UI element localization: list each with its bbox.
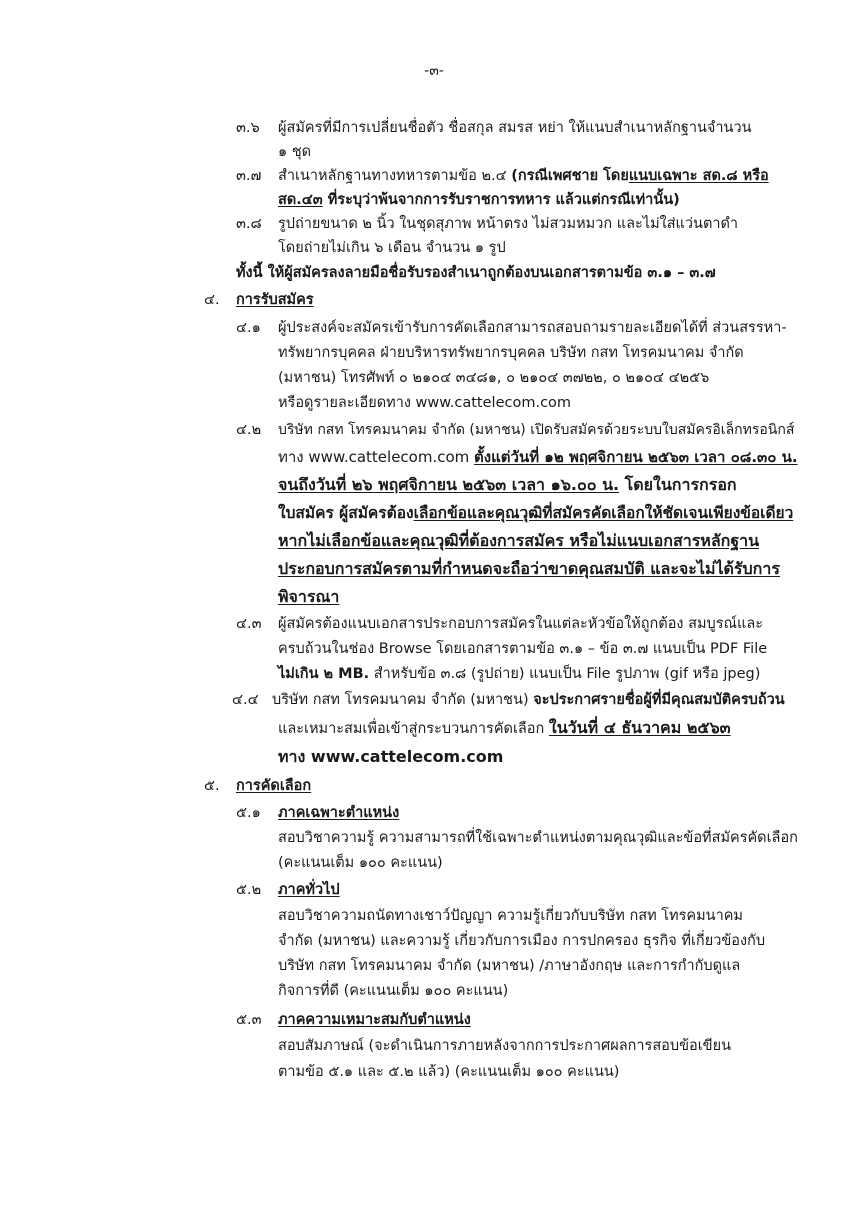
item-text-line: ตามข้อ ๕.๑ และ ๕.๒ แล้ว) (คะแนนเต็ม ๑๐๐ คะแนน): [278, 1064, 620, 1080]
item-number: ๕.๑: [236, 805, 261, 821]
item-text-line: [278, 503, 793, 523]
item-text-line: ทรัพยากรบุคคล ฝ่ายบริหารทรัพยากรบุคคล บริษัท กสท โทรคมนาคม จำกัด: [278, 345, 744, 361]
item-text-line: ๑ ชุด: [278, 144, 312, 160]
item-text-line: ประกอบการสมัครตามที่กำหนดจะถือว่าขาดคุณสมบัติ และจะไม่ได้รับการ: [278, 559, 780, 578]
item-text-line: จำกัด (มหาชน) และความรู้ เกี่ยวกับการเมือง การปกครอง ธุรกิจ ที่เกี่ยวข้องกับ: [278, 933, 766, 949]
text-run: บริษัท กสท โทรคมนาคม จำกัด (มหาชน): [272, 692, 534, 708]
item-number: ๓.๖: [236, 120, 260, 136]
item-text-line: รูปถ่ายขนาด ๒ นิ้ว ในชุดสุภาพ หน้าตรง ไม่สวมหมวก และไม่ใส่แว่นตาดำ: [278, 216, 739, 232]
item-text-line: หากไม่เลือกข้อและคุณวุฒิที่ต้องการสมัคร หรือไม่แนบเอกสารหลักฐาน: [278, 531, 760, 550]
section-number: ๕.: [204, 778, 220, 794]
text-run-bold: ที่ระบุว่าพ้นจากการรับราชการทหาร แล้วแต่กรณีเท่านั้น): [322, 192, 680, 208]
text-run-bold: จะประกาศรายชื่อผู้ที่มีคุณสมบัติครบถ้วน: [533, 692, 785, 708]
text-run-bold: ใบสมัคร ผู้สมัครต้อง: [278, 504, 414, 522]
item-text-line: บริษัท กสท โทรคมนาคม จำกัด (มหาชน) /ภาษาอังกฤษ และการกำกับดูแล: [278, 958, 741, 974]
item-number: ๔.๓: [236, 616, 262, 632]
item-text-line: [278, 718, 731, 739]
item-number: ๔.๔: [232, 692, 259, 708]
item-heading: ภาคเฉพาะตำแหน่ง: [278, 805, 400, 821]
item-text-line: บริษัท กสท โทรคมนาคม จำกัด (มหาชน) เปิดรับสมัครด้วยระบบใบสมัครอิเล็กทรอนิกส์: [278, 422, 795, 438]
item-text-line: ผู้สมัครที่มีการเปลี่ยนชื่อตัว ชื่อสกุล สมรส หย่า ให้แนบสำเนาหลักฐานจำนวน: [278, 120, 752, 136]
item-text-line: สอบสัมภาษณ์ (จะดำเนินการภายหลังจากการประกาศผลการสอบข้อเขียน: [278, 1038, 731, 1054]
item-text-line: ทาง www.cattelecom.com: [278, 747, 504, 766]
text-run-bold: ไม่เกิน ๒ MB.: [278, 666, 370, 682]
text-run-bold: (กรณีเพศชาย โดย: [511, 168, 629, 184]
item-text-line: สอบวิชาความรู้ ความสามารถที่ใช้เฉพาะตำแหน่งตามคุณวุฒิและข้อที่สมัครคัดเลือก: [278, 830, 798, 846]
text-run-bold-underline: จนถึงวันที่ ๒๖ พฤศจิกายน ๒๕๖๓ เวลา ๑๖.๐๐ น.: [278, 475, 620, 494]
item-text-line: กิจการที่ดี (คะแนนเต็ม ๑๐๐ คะแนน): [278, 983, 509, 999]
note-lead: ทั้งนี้: [236, 265, 263, 281]
item-heading: ภาคความเหมาะสมกับตำแหน่ง: [278, 1012, 471, 1028]
text-run: ทาง www.cattelecom.com: [278, 448, 475, 466]
item-text-line: โดยถ่ายไม่เกิน ๖ เดือน จำนวน ๑ รูป: [278, 240, 506, 256]
item-text-line: [278, 664, 760, 684]
item-number: ๓.๘: [236, 216, 262, 232]
section-title: การคัดเลือก: [236, 778, 312, 794]
item-text-line: สอบวิชาความถนัดทางเชาว์ปัญญา ความรู้เกี่ยวกับบริษัท กสท โทรคมนาคม: [278, 908, 743, 924]
text-run-bold-underline: เลือกข้อและคุณวุฒิที่สมัครคัดเลือกให้ชัดเจนเพียงข้อเดียว: [413, 504, 794, 522]
text-run-bold-underline: ตั้งแต่วันที่ ๑๒ พฤศจิกายน ๒๕๖๓ เวลา ๐๘.๓๐ น.: [474, 448, 798, 466]
item-text-line: (คะแนนเต็ม ๑๐๐ คะแนน): [278, 855, 443, 871]
section-number: ๔.: [204, 292, 220, 308]
item-text-line: ครบถ้วนในช่อง Browse โดยเอกสารตามข้อ ๓.๑ – ข้อ ๓.๗ แนบเป็น PDF File: [278, 641, 768, 657]
text-run-bold-underline: ในวันที่ ๔ ธันวาคม ๒๕๖๓: [548, 718, 731, 737]
text-run-bold: โดยในการกรอก: [619, 475, 737, 494]
item-text-line: [278, 447, 798, 467]
section-title: การรับสมัคร: [236, 292, 314, 308]
text-run-bold-underline: แนบเฉพาะ สด.๘ หรือ: [628, 168, 769, 184]
item-number: ๕.๒: [236, 882, 262, 898]
item-text-line: [272, 690, 785, 710]
text-run: และเหมาะสมเพื่อเข้าสู่กระบวนการคัดเลือก: [278, 721, 549, 737]
item-heading: ภาคทั่วไป: [278, 882, 340, 898]
item-text-line: [278, 190, 680, 210]
item-text-line: ผู้ประสงค์จะสมัครเข้ารับการคัดเลือกสามารถสอบถามรายละเอียดได้ที่ ส่วนสรรหา-: [278, 320, 787, 336]
item-text-line: ผู้สมัครต้องแนบเอกสารประกอบการสมัครในแต่ละหัวข้อให้ถูกต้อง สมบูรณ์และ: [278, 616, 763, 632]
item-text-line: [278, 475, 737, 495]
item-text-line: พิจารณา: [278, 587, 340, 606]
item-number: ๕.๓: [236, 1012, 262, 1028]
item-text-line: หรือดูรายละเอียดทาง www.cattelecom.com: [278, 395, 572, 411]
item-text-line: [278, 166, 769, 186]
certification-note: [236, 263, 716, 283]
item-number: ๔.๒: [236, 422, 262, 438]
text-run: สำเนาหลักฐานทางทหารตามข้อ ๒.๔: [278, 168, 512, 184]
item-text-line: (มหาชน) โทรศัพท์ ๐ ๒๑๐๔ ๓๔๘๑, ๐ ๒๑๐๔ ๓๗๒๒, ๐ ๒๑๐๔ ๔๒๕๖: [278, 370, 710, 386]
note-text: ให้ผู้สมัครลงลายมือชื่อรับรองสำเนาถูกต้องบนเอกสารตามข้อ ๓.๑ – ๓.๗: [262, 265, 716, 281]
page-number: -๓-: [424, 63, 444, 79]
text-run-bold-underline: สด.๔๓: [278, 192, 323, 208]
text-run: สำหรับข้อ ๓.๘ (รูปถ่าย) แนบเป็น File รูปภาพ (gif หรือ jpeg): [369, 666, 761, 682]
item-number: ๓.๗: [236, 168, 262, 184]
item-number: ๔.๑: [236, 320, 261, 336]
